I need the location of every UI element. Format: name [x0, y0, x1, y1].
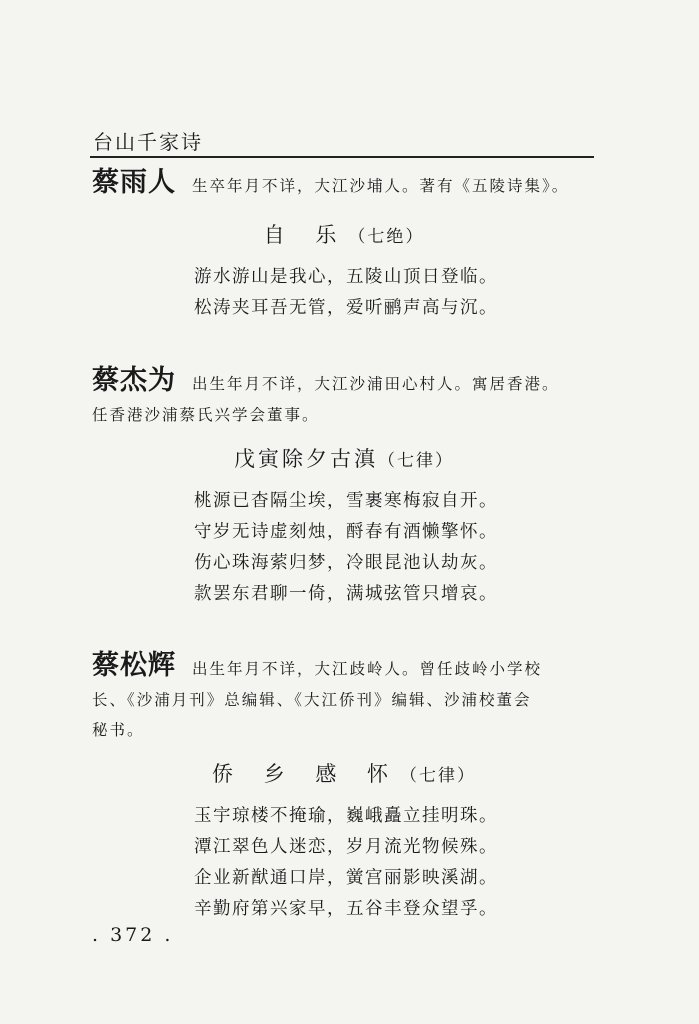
poem-title — [92, 757, 596, 793]
author-name: 蔡杰为 — [92, 365, 176, 396]
author-name: 蔡雨人 — [92, 167, 176, 198]
poet-entry-3 — [92, 650, 596, 925]
poem-line: 辛勤府第兴家早，五谷丰登众望孚。 — [194, 899, 498, 919]
poem-form: （七绝） — [348, 227, 425, 247]
author-bio-continued: 任香港沙浦蔡氏兴学会董事。 — [92, 406, 320, 424]
author-bio: 生卒年月不详，大江沙埔人。著有《五陵诗集》。 — [192, 177, 570, 195]
poet-entry-1 — [92, 167, 596, 324]
poem-title — [92, 218, 596, 254]
poem-line: 桃源已杳隔尘埃，雪裹寒梅寂自开。 — [194, 491, 498, 511]
poem-body — [92, 801, 596, 925]
author-bio-continued: 秘书。 — [92, 721, 145, 739]
header-rule — [90, 156, 594, 158]
author-name: 蔡松辉 — [92, 650, 176, 681]
poem-title — [92, 442, 596, 478]
poem-line: 伤心珠海萦归梦，冷眼昆池认劫灰。 — [194, 553, 498, 573]
poem-body — [92, 262, 596, 324]
author-bio-continued: 长、《沙浦月刊》总编辑、《大江侨刊》编辑、沙浦校董会 — [92, 691, 532, 709]
poem-body — [92, 486, 596, 610]
poem-title-text: 自 乐 — [263, 223, 349, 247]
author-line — [92, 365, 596, 400]
poem-line: 款罢东君聊一倚，满城弦管只增哀。 — [194, 584, 498, 604]
poem-line: 企业新猷通口岸，黉宫丽影映溪湖。 — [194, 868, 498, 888]
running-head: 台山千家诗 — [93, 130, 203, 154]
poem-line: 守岁无诗虚刻烛，酹春有酒懒擎怀。 — [194, 522, 498, 542]
page-number: . 372 . — [92, 924, 174, 946]
poem-title-text: 侨 乡 感 怀 — [211, 762, 401, 786]
author-line — [92, 650, 596, 685]
poem-title-text: 戊寅除夕古滇 — [234, 447, 378, 471]
poem-form: （七律） — [400, 766, 477, 786]
poem-line: 游水游山是我心，五陵山顶日登临。 — [194, 267, 498, 287]
author-bio: 出生年月不详，大江歧岭人。曾任歧岭小学校 — [192, 660, 543, 678]
poem-line: 玉宇琼楼不掩瑜，巍峨矗立挂明珠。 — [194, 806, 498, 826]
poem-form: （七律） — [378, 451, 454, 471]
author-bio: 出生年月不详，大江沙浦田心村人。寓居香港。 — [192, 375, 560, 393]
poem-line: 潭江翠色人迷恋，岁月流光物候殊。 — [194, 837, 498, 857]
author-line — [92, 167, 596, 202]
poem-line: 松涛夹耳吾无管，爱听鹂声高与沉。 — [194, 298, 498, 318]
poet-entry-2 — [92, 365, 596, 610]
